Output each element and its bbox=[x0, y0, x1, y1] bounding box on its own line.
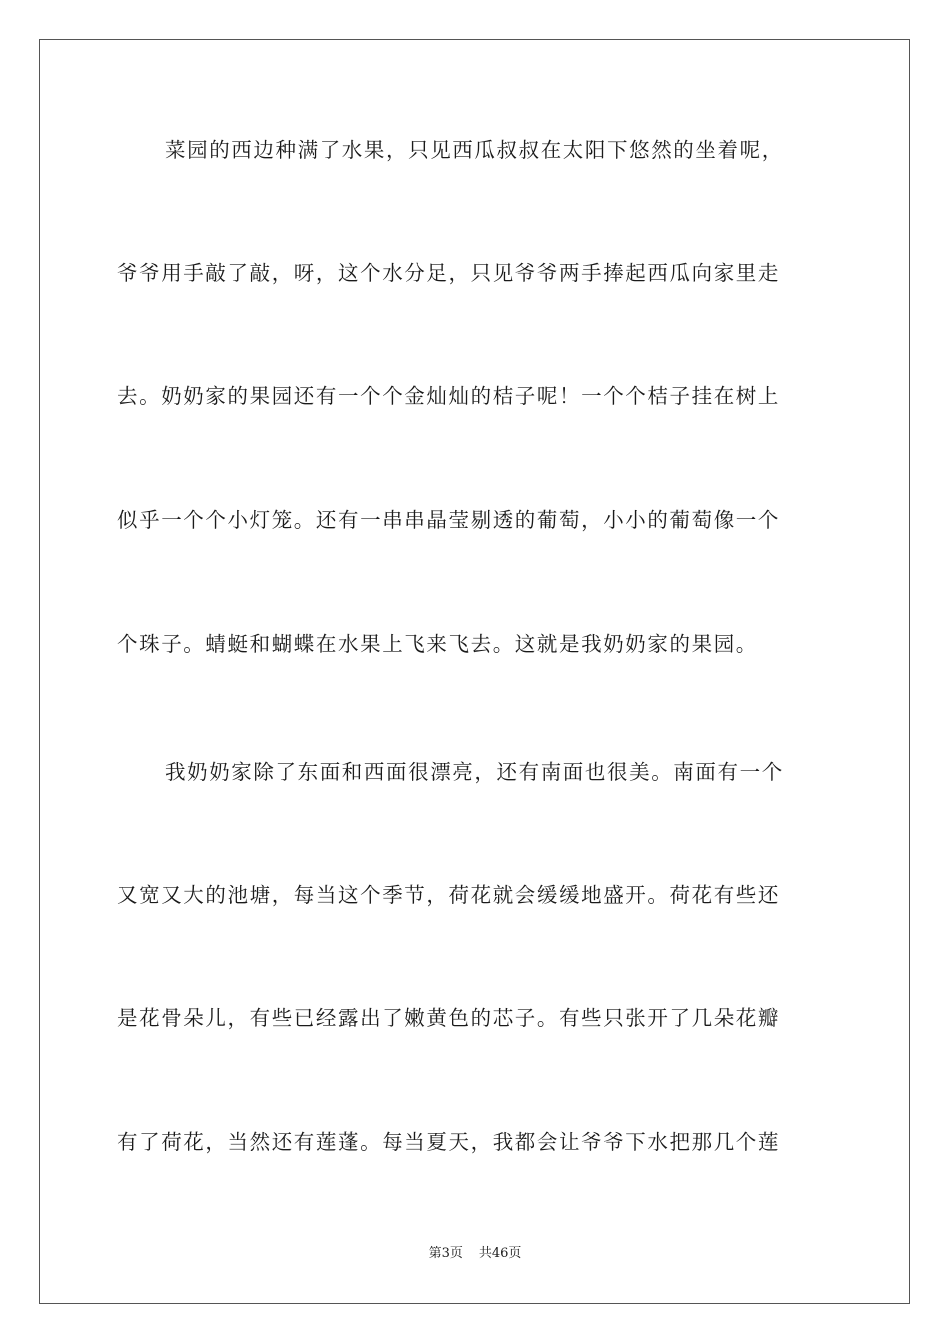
text-line: 菜园的西边种满了水果，只见西瓜叔叔在太阳下悠然的坐着呢， bbox=[165, 138, 784, 162]
page-number: 第3页 bbox=[428, 1246, 463, 1261]
page-total: 共46页 bbox=[478, 1246, 522, 1261]
page-footer bbox=[0, 1245, 950, 1263]
text-line: 我奶奶家除了东面和西面很漂亮，还有南面也很美。南面有一个 bbox=[165, 760, 784, 784]
text-line: 又宽又大的池塘，每当这个季节，荷花就会缓缓地盛开。荷花有些还 bbox=[117, 883, 780, 907]
text-line: 是花骨朵儿，有些已经露出了嫩黄色的芯子。有些只张开了几朵花瓣 bbox=[117, 1006, 780, 1030]
text-line: 似乎一个个小灯笼。还有一串串晶莹剔透的葡萄，小小的葡萄像一个 bbox=[117, 508, 780, 532]
page-border bbox=[39, 39, 910, 1304]
text-line: 有了荷花，当然还有莲蓬。每当夏天，我都会让爷爷下水把那几个莲 bbox=[117, 1130, 780, 1154]
text-line: 去。奶奶家的果园还有一个个金灿灿的桔子呢！一个个桔子挂在树上 bbox=[117, 384, 780, 408]
text-line: 个珠子。蜻蜓和蝴蝶在水果上飞来飞去。这就是我奶奶家的果园。 bbox=[117, 632, 758, 656]
text-line: 爷爷用手敲了敲，呀，这个水分足，只见爷爷两手捧起西瓜向家里走 bbox=[117, 261, 780, 285]
